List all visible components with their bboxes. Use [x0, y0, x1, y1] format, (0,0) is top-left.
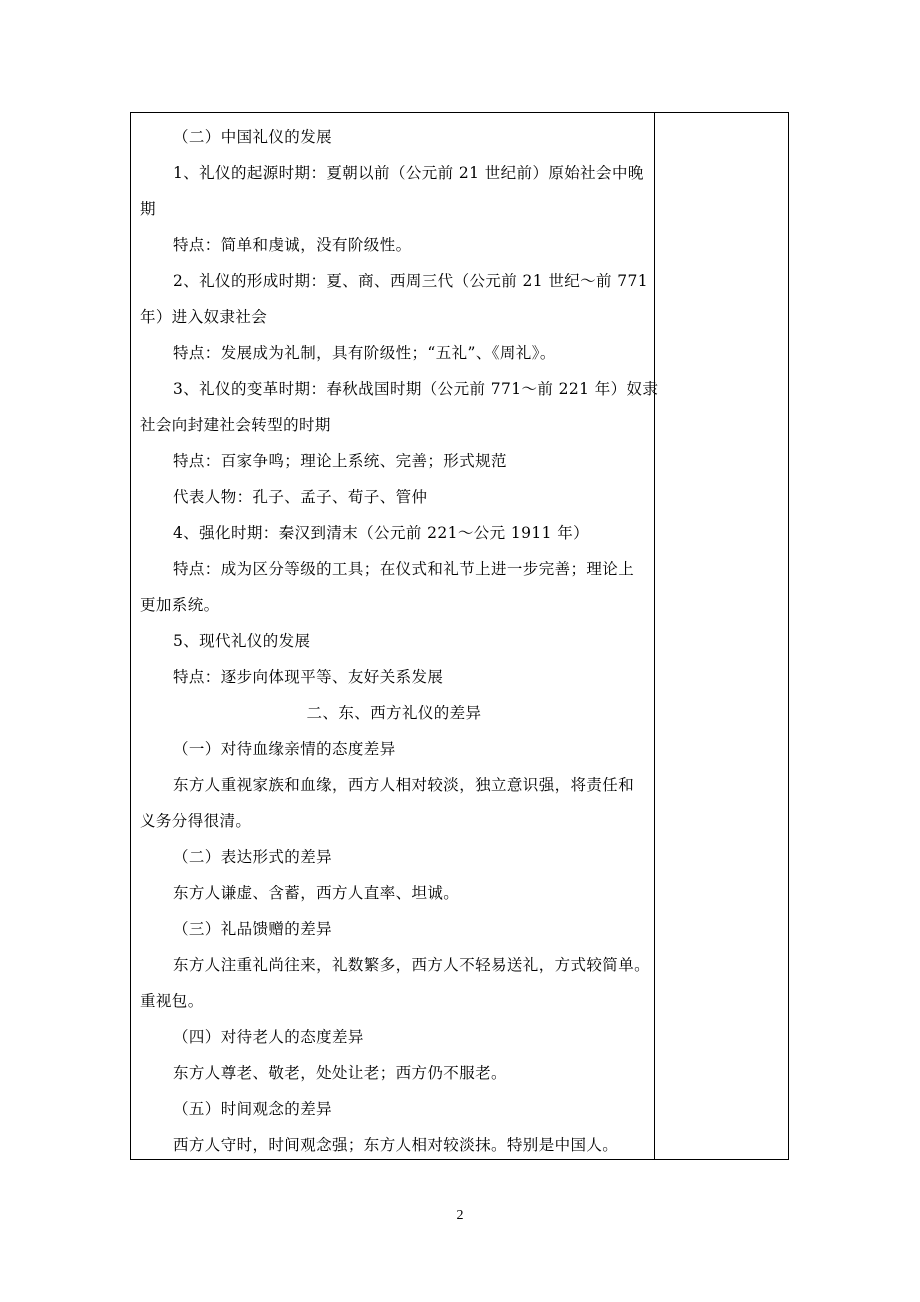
text-line: 东方人尊老、敬老，处处让老；西方仍不服老。	[173, 1064, 507, 1082]
text-line: 特点：逐步向体现平等、友好关系发展	[173, 668, 444, 686]
text-line: 特点：发展成为礼制，具有阶级性；“五礼”、《周礼》。	[173, 344, 556, 362]
text-line: （五）时间观念的差异	[173, 1100, 333, 1118]
page-number: 2	[456, 1208, 464, 1223]
text-line: 西方人守时，时间观念强；东方人相对较淡抹。特别是中国人。	[173, 1136, 619, 1154]
text-line: 2、礼仪的形成时期：夏、商、西周三代（公元前 21 世纪～前 771	[173, 272, 649, 290]
text-line: 特点：成为区分等级的工具；在仪式和礼节上进一步完善；理论上	[173, 560, 635, 578]
text-line: 义务分得很清。	[140, 812, 252, 830]
text-line: （一）对待血缘亲情的态度差异	[173, 740, 396, 758]
text-line: 东方人重视家族和血缘，西方人相对较淡，独立意识强，将责任和	[173, 776, 635, 794]
text-line: 代表人物：孔子、孟子、荀子、管仲	[173, 488, 428, 506]
content-table	[130, 112, 789, 1160]
content-cell	[131, 113, 659, 1159]
text-line: 更加系统。	[140, 596, 220, 614]
text-line: 特点：百家争鸣；理论上系统、完善；形式规范	[173, 452, 507, 470]
text-line: 5、现代礼仪的发展	[173, 632, 311, 650]
text-line: 社会向封建社会转型的时期	[140, 416, 331, 434]
text-line: （二）中国礼仪的发展	[173, 128, 333, 146]
text-line: 3、礼仪的变革时期：春秋战国时期（公元前 771～前 221 年）奴隶	[173, 380, 659, 398]
text-line: 重视包。	[140, 992, 204, 1010]
text-line: 东方人谦虚、含蓄，西方人直率、坦诚。	[173, 884, 460, 902]
text-line: 东方人注重礼尚往来，礼数繁多，西方人不轻易送礼，方式较简单。	[173, 956, 651, 974]
text-line: 期	[140, 200, 156, 218]
text-line: 1、礼仪的起源时期：夏朝以前（公元前 21 世纪前）原始社会中晚	[173, 164, 644, 182]
text-line: 4、强化时期：秦汉到清末（公元前 221～公元 1911 年）	[173, 524, 590, 542]
table-column-divider	[654, 113, 655, 1159]
text-line: 年）进入奴隶社会	[140, 308, 268, 326]
text-line: （二）表达形式的差异	[173, 848, 333, 866]
section-heading: 二、东、西方礼仪的差异	[306, 704, 482, 722]
text-line: （三）礼品馈赠的差异	[173, 920, 333, 938]
text-line: 特点：简单和虔诚，没有阶级性。	[173, 236, 412, 254]
text-line: （四）对待老人的态度差异	[173, 1028, 364, 1046]
